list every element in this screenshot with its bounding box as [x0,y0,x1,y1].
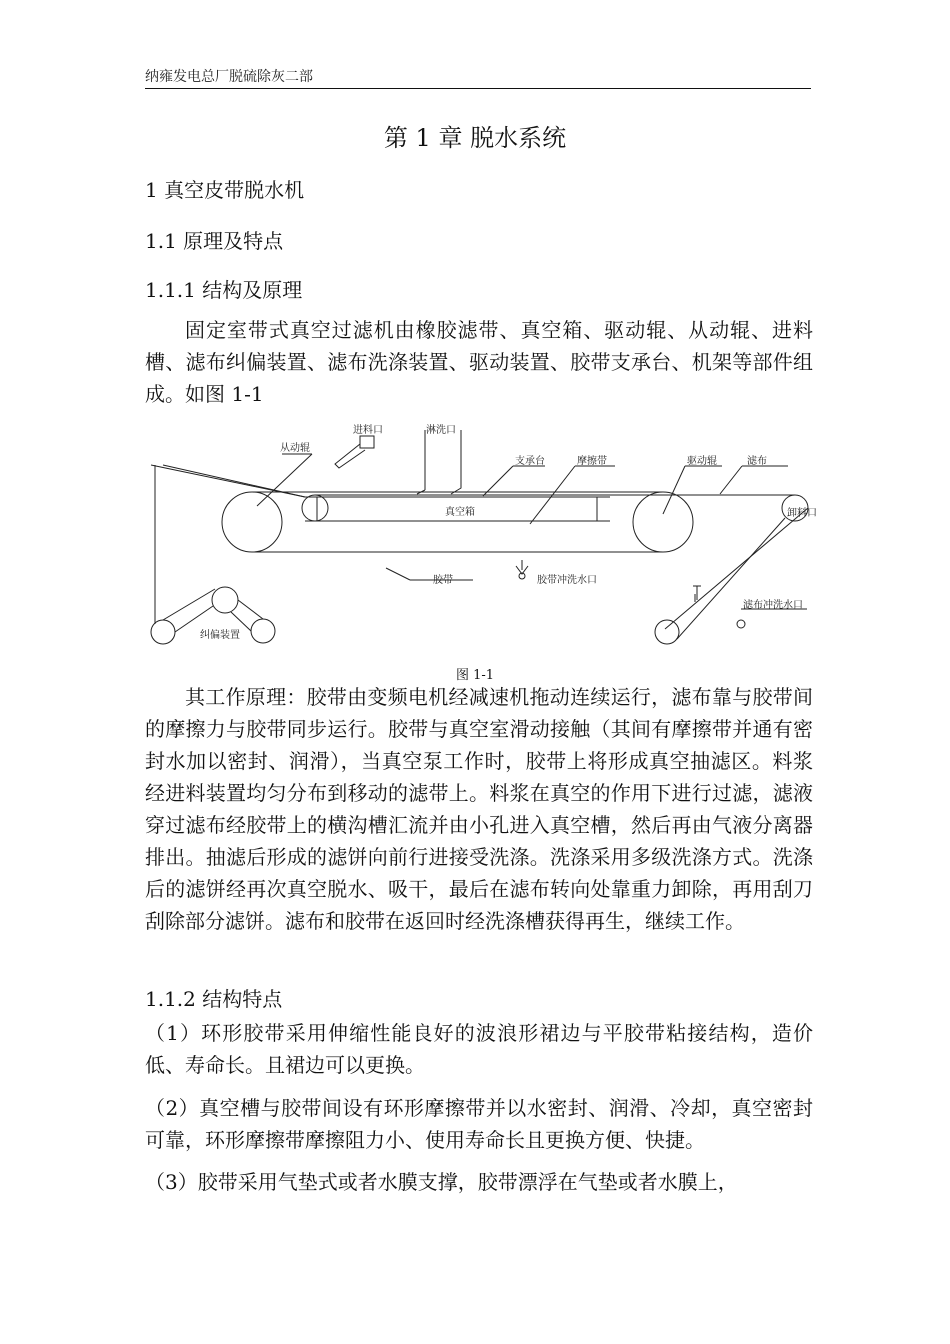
small-roller-left [302,495,328,521]
label-belt: 胶带 [433,575,453,586]
label-support-table: 支承台 [515,456,545,467]
header-rule [145,88,811,89]
label-cloth-wash: 滤布冲洗水口 [743,600,803,611]
paragraph-structure: 固定室带式真空过滤机由橡胶滤带、真空箱、驱动辊、从动辊、进料槽、滤布纠偏装置、滤布洗涤装置、驱动装置、胶带支承台、机架等部件组成。如图 1-1 [145,318,813,406]
label-deviation-device: 纠偏装置 [200,630,240,641]
label-friction-belt: 摩擦带 [577,456,607,467]
page-header: 纳雍发电总厂脱硫除灰二部 [145,69,313,85]
filter-diagram [145,424,825,654]
chapter-title: 第 1 章 脱水系统 [383,124,567,152]
feature-item: （1）环形胶带采用伸缩性能良好的波浪形裙边与平胶带粘接结构，造价低、寿命长。且裙边可以更换。 [145,1021,813,1077]
label-spray-inlet: 淋洗口 [426,425,456,436]
label-belt-wash: 胶带冲洗水口 [537,575,597,586]
section-heading-1: 1 真空皮带脱水机 [145,178,305,202]
drive-roller-circle [633,492,693,552]
figure-caption: 图 1-1 [455,668,495,683]
label-driven-roller: 从动辊 [280,443,310,454]
section-heading-1-1-2: 1.1.2 结构特点 [145,987,283,1011]
section-heading-1-1-1: 1.1.1 结构及原理 [145,278,303,302]
label-discharge: 卸料口 [787,508,817,519]
label-feed-inlet: 进料口 [353,425,383,436]
label-vacuum-box: 真空箱 [445,507,475,518]
label-drive-roller: 驱动辊 [687,456,717,467]
feature-item: （3）胶带采用气垫式或者水膜支撑，胶带漂浮在气垫或者水膜上， [145,1170,738,1194]
label-filter-cloth: 滤布 [747,456,767,467]
driven-roller-circle [222,492,282,552]
section-heading-1-1: 1.1 原理及特点 [145,229,284,253]
paragraph-principle: 其工作原理：胶带由变频电机经减速机拖动连续运行，滤布靠与胶带间的摩擦力与胶带同步运行。胶带与真空室滑动接触（其间有摩擦带并通有密封水加以密封、润滑），当真空泵工作时，胶带上将形成真空抽滤区。料浆经进料装置均匀分布到移动的滤带上。料浆在真空的作用下进行过滤，滤液穿过滤布经胶带上的横沟槽汇流并由小孔进入真空槽，然后再由气液分离器排出。抽滤后形成的滤饼向前行进接受洗涤。洗涤采用多级洗涤方式。洗涤后的滤饼经再次真空脱水、吸干，最后在滤布转向处靠重力卸除，再用刮刀刮除部分滤饼。滤布和胶带在返回时经洗涤槽获得再生，继续工作。 [145,685,813,933]
feature-item: （2）真空槽与胶带间设有环形摩擦带并以水密封、润滑、冷却，真空密封可靠，环形摩擦带摩擦阻力小、使用寿命长且更换方便、快捷。 [145,1096,813,1152]
